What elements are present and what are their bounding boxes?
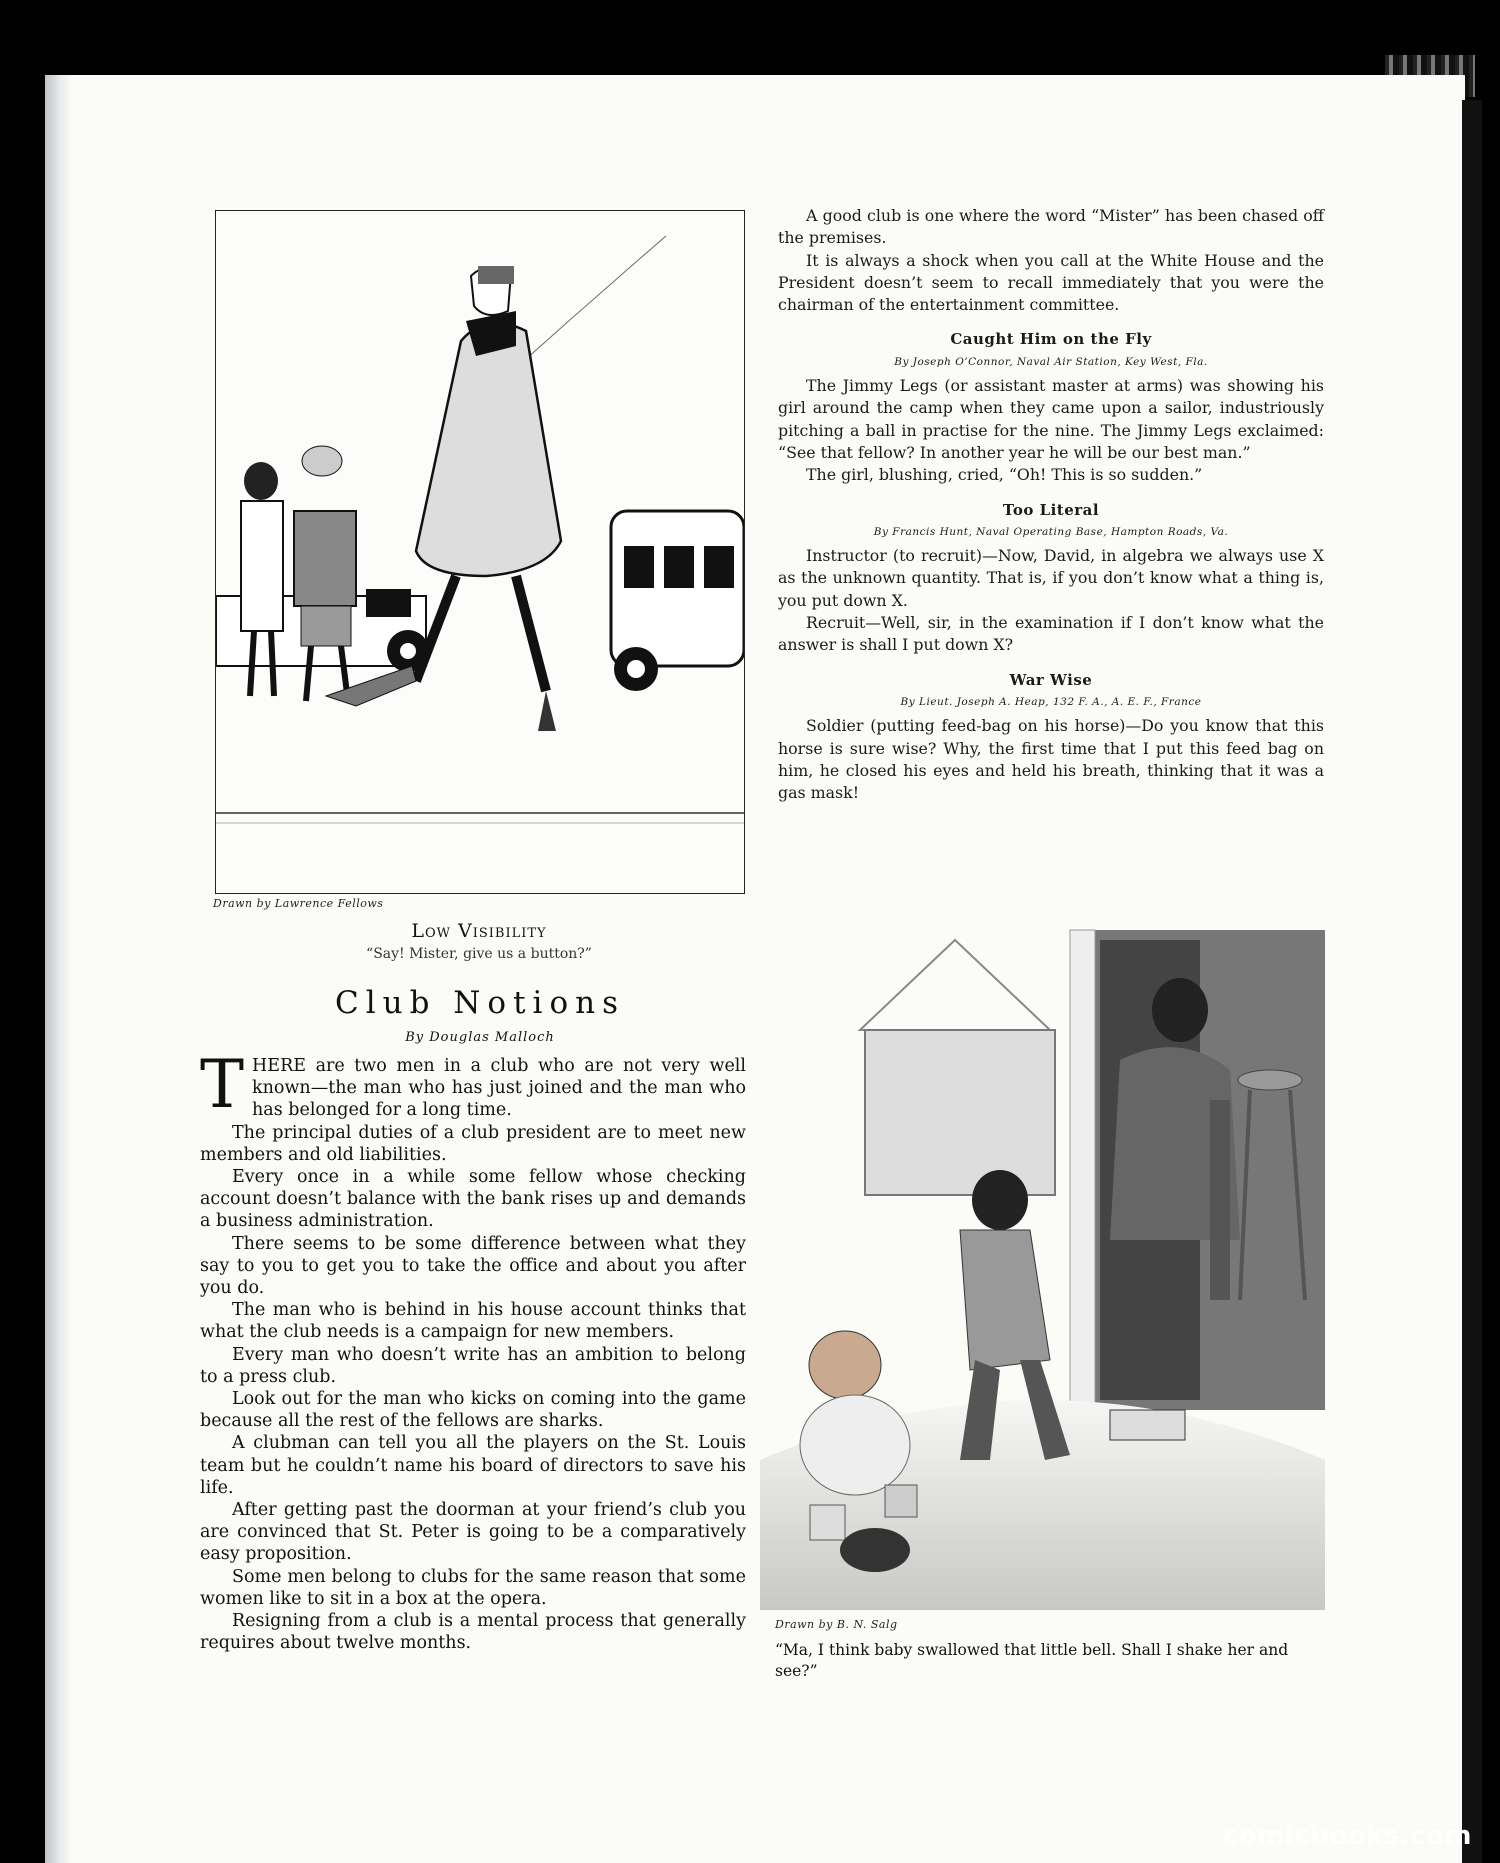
article-first-paragraph: THERE are two men in a club who are not very well known—the man who has just joined and the man who has belonged for a long time. — [200, 1046, 746, 1123]
illustration-credit: Drawn by Lawrence Fellows — [213, 897, 384, 910]
illustration-baby-bell-drawing — [760, 900, 1325, 1610]
illustration-credit: Drawn by B. N. Salg — [775, 1618, 898, 1631]
article-paragraph: There seems to be some difference between what they say to you to get you to take the office and about you after you do. — [200, 1233, 746, 1299]
illustration-low-visibility — [215, 210, 745, 894]
watermark: comicbooks.com — [1222, 1821, 1472, 1851]
article-paragraph: Look out for the man who kicks on coming into the game because all the rest of the fellows are sharks. — [200, 1389, 746, 1432]
article-paragraph: Every man who doesn’t write has an ambition to belong to a press club. — [200, 1344, 746, 1387]
illustration-baby-bell — [760, 900, 1325, 1610]
section-paragraph: Instructor (to recruit)—Now, David, in algebra we always use X as the unknown quantity. That is, if you don’t know what a thing is, you put down X. — [778, 546, 1324, 610]
section-byline: By Francis Hunt, Naval Operating Base, Hampton Roads, Va. — [873, 525, 1229, 538]
intro-paragraph: A good club is one where the word “Mister” has been chased off the premises. — [778, 206, 1324, 248]
article-paragraph: The principal duties of a club president are to meet new members and old liabilities. — [200, 1122, 746, 1165]
jokes-column — [778, 205, 1324, 804]
section-title: War Wise — [1009, 670, 1093, 689]
section-byline: By Lieut. Joseph A. Heap, 132 F. A., A. E. F., France — [900, 695, 1202, 708]
article-paragraph: Every once in a while some fellow whose checking account doesn’t balance with the bank rises up and demands a business administration. — [200, 1167, 746, 1232]
article-paragraph: Some men belong to clubs for the same reason that some women like to sit in a box at the opera. — [200, 1566, 746, 1609]
section-paragraph: The girl, blushing, cried, “Oh! This is so sudden.” — [806, 465, 1203, 485]
article-paragraph: Resigning from a club is a mental process that generally requires about twelve months. — [200, 1611, 746, 1654]
article-paragraph: The man who is behind in his house account thinks that what the club needs is a campaign for new members. — [200, 1300, 746, 1343]
article-paragraph: After getting past the doorman at your friend’s club you are convinced that St. Peter is going to be a comparatively easy proposition. — [200, 1500, 746, 1565]
article-title: Club Notions — [335, 985, 625, 1021]
illustration-caption-title: Low Visibility — [411, 920, 547, 942]
illustration-caption: “Ma, I think baby swallowed that little bell. Shall I shake her and see?” — [775, 1641, 1289, 1680]
page-right-shadow — [1462, 100, 1482, 1863]
article-paragraph: A clubman can tell you all the players on the St. Louis team but he couldn’t name his board of directors to save his life. — [200, 1433, 746, 1498]
drop-cap: T — [200, 1046, 245, 1123]
article-byline: By Douglas Malloch — [405, 1030, 555, 1045]
section-byline: By Joseph O’Connor, Naval Air Station, Key West, Fla. — [894, 355, 1208, 368]
illustration-low-visibility-drawing — [216, 211, 744, 893]
section-paragraph: Recruit—Well, sir, in the examination if I don’t know what the answer is shall I put down X? — [778, 613, 1324, 655]
section-paragraph: The Jimmy Legs (or assistant master at arms) was showing his girl around the camp when they came upon a sailor, industriously pitching a ball in practise for the nine. The Jimmy Legs exclaimed: “See that fellow? In another year he will be our best man.” — [778, 376, 1324, 462]
page-spine-shadow — [45, 75, 73, 1863]
section-title: Caught Him on the Fly — [950, 330, 1152, 349]
article-body — [200, 1046, 746, 1654]
section-paragraph: Soldier (putting feed-bag on his horse)—Do you know that this horse is sure wise? Why, the first time that I put this feed bag on him, he closed his eyes and held his breath, thinking that it was a gas mask! — [778, 716, 1324, 803]
intro-paragraph: It is always a shock when you call at the White House and the President doesn’t seem to recall immediately that you were the chairman of the entertainment committee. — [778, 250, 1324, 315]
section-title: Too Literal — [1002, 500, 1100, 519]
illustration-caption-sub: “Say! Mister, give us a button?” — [366, 946, 592, 962]
